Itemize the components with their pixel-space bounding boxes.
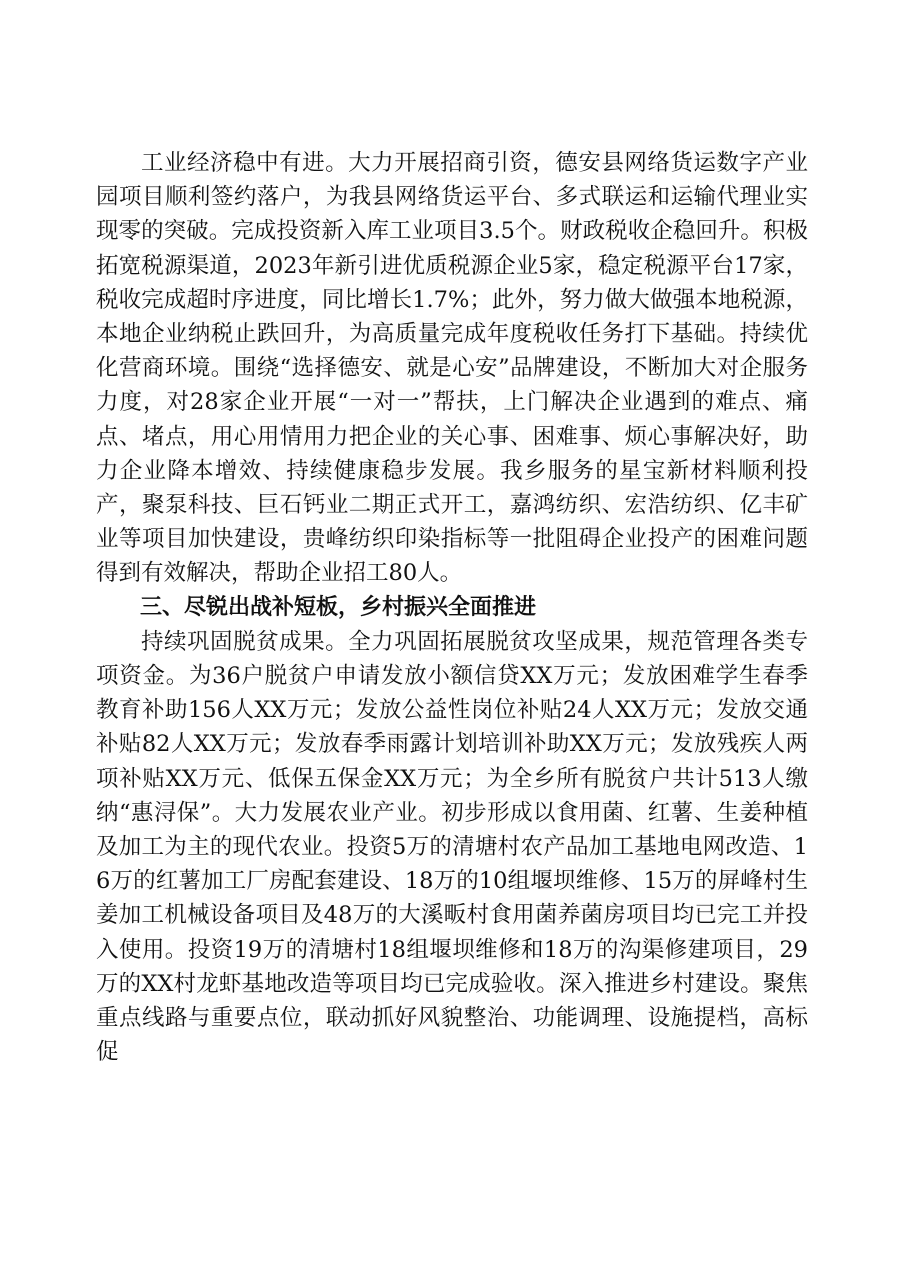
document-page	[96, 146, 808, 1069]
paragraph-poverty-alleviation: 持续巩固脱贫成果。全力巩固拓展脱贫攻坚成果，规范管理各类专项资金。为36户脱贫户申请发放小额信贷XX万元；发放困难学生春季教育补助156人XX万元；发放公益性岗位补贴24人XX万元；发放交通补贴82人XX万元；发放春季雨露计划培训补助XX万元；发放残疾人两项补贴XX万元、低保五保金XX万元；为全乡所有脱贫户共计513人缴纳“惠浔保”。大力发展农业产业。初步形成以食用菌、红薯、生姜种植及加工为主的现代农业。投资5万的清塘村农产品加工基地电网改造、16万的红薯加工厂房配套建设、18万的10组堰坝维修、15万的屏峰村生姜加工机械设备项目及48万的大溪畈村食用菌养菌房项目均已完工并投入使用。投资19万的清塘村18组堰坝维修和18万的沟渠修建项目，29万的XX村龙虾基地改造等项目均已完成验收。深入推进乡村建设。聚焦重点线路与重要点位，联动抓好风貌整治、功能调理、设施提档，高标促	[96, 628, 808, 1066]
paragraph-industrial-economy: 工业经济稳中有进。大力开展招商引资，德安县网络货运数字产业园项目顺利签约落户，为我县网络货运平台、多式联运和运输代理业实现零的突破。完成投资新入库工业项目3.5个。财政税收企稳回升。积极拓宽税源渠道，2023年新引进优质税源企业5家，稳定税源平台17家，税收完成超时序进度，同比增长1.7%；此外，努力做大做强本地税源，本地企业纳税止跌回升，为高质量完成年度税收任务打下基础。持续优化营商环境。围绕“选择德安、就是心安”品牌建设，不断加大对企服务力度，对28家企业开展“一对一”帮扶，上门解决企业遇到的难点、痛点、堵点，用心用情用力把企业的关心事、困难事、烦心事解决好，助力企业降本增效、持续健康稳步发展。我乡服务的星宝新材料顺利投产，聚泵科技、巨石钙业二期正式开工，嘉鸿纺织、宏浩纺织、亿丰矿业等项目加快建设，贵峰纺织印染指标等一批阻碍企业投产的困难问题得到有效解决，帮助企业招工80人。	[96, 150, 808, 587]
section-heading-rural-revitalization: 三、尽锐出战补短板，乡村振兴全面推进	[140, 594, 537, 620]
